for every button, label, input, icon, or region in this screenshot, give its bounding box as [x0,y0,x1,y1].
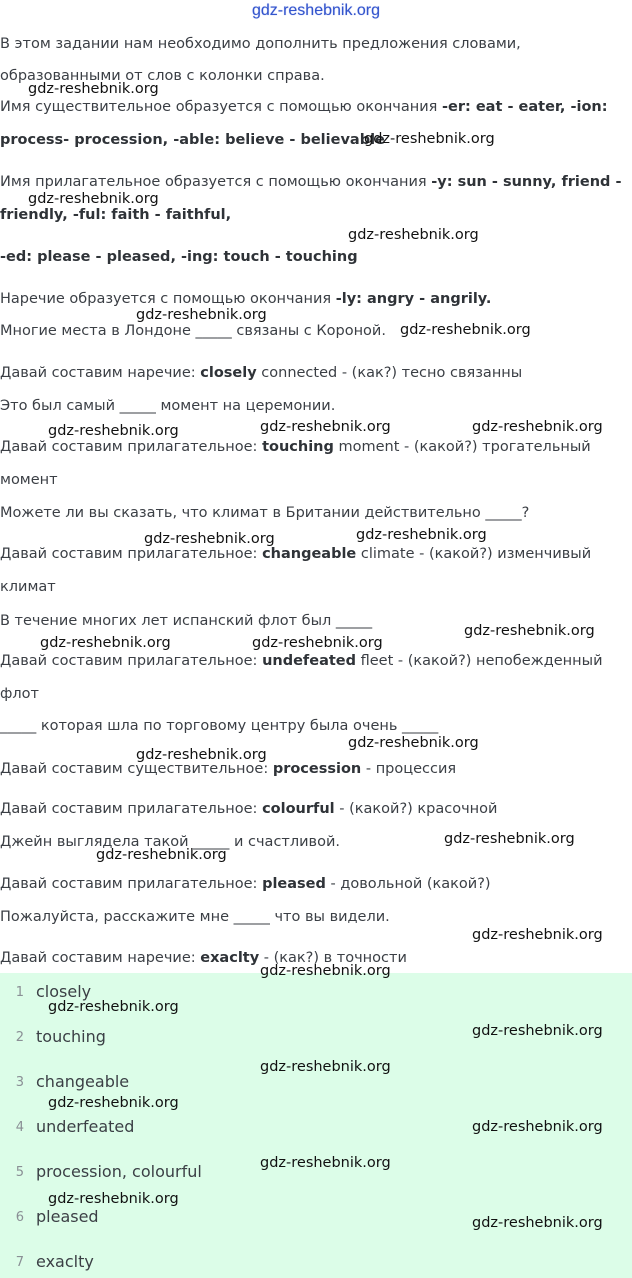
text-span: Давай составим прилагательное: [0,653,263,669]
watermark-text: gdz-reshebnik.org [48,423,179,439]
solution-paragraph [0,172,630,192]
text-span: момент [0,472,58,488]
watermark-text: gdz-reshebnik.org [464,623,595,639]
solution-paragraph [0,651,630,671]
text-span: образованными от слов с колонки справа. [0,68,325,84]
text-span: Давай составим прилагательное: [0,439,263,455]
watermark-text: gdz-reshebnik.org [96,847,227,863]
text-span: _____ которая шла по торговому центру была очень _____ [0,718,439,734]
watermark-text: gdz-reshebnik.org [472,927,603,943]
answer-word: closely [36,982,92,1001]
text-span: Имя существительное образуется с помощью окончания [0,99,442,115]
answer-number: 3 [15,1075,24,1090]
solution-paragraph [0,799,630,819]
watermark-text: gdz-reshebnik.org [28,81,159,97]
watermark-text: gdz-reshebnik.org [48,1095,179,1111]
solution-paragraph [0,577,630,597]
solution-paragraph [0,97,630,117]
bold-term: touching [262,439,334,455]
watermark-text: gdz-reshebnik.org [472,1119,603,1135]
bold-term: exaclty [200,950,260,966]
text-span: moment - (какой?) трогательный [333,439,591,455]
watermark-text: gdz-reshebnik.org [472,1215,603,1231]
bold-term: -ly: angry - angrily. [335,291,492,307]
solution-paragraph [0,396,630,416]
text-span: - (какой?) красочной [334,801,498,817]
solution-paragraph [0,684,630,704]
site-header-link[interactable]: gdz-reshebnik.org [251,2,381,19]
answer-number: 2 [15,1030,24,1045]
answer-number: 7 [15,1255,24,1270]
watermark-text: gdz-reshebnik.org [260,963,391,979]
bold-term: -y: sun - sunny, friend - [431,174,622,190]
answer-word: underfeated [36,1117,135,1136]
watermark-text: gdz-reshebnik.org [260,1059,391,1075]
answer-word: changeable [36,1072,130,1091]
answer-number: 4 [15,1120,24,1135]
bold-term: closely [200,365,257,381]
text-span: Давай составим прилагательное: [0,801,263,817]
watermark-text: gdz-reshebnik.org [472,1023,603,1039]
text-span: connected - (как?) тесно связанны [256,365,523,381]
watermark-text: gdz-reshebnik.org [260,419,391,435]
text-span: Пожалуйста, расскажите мне _____ что вы видели. [0,909,390,925]
text-span: climate - (какой?) изменчивый [356,546,592,562]
solution-paragraph [0,205,630,225]
watermark-text: gdz-reshebnik.org [48,1191,179,1207]
text-span: Давай составим наречие: [0,950,201,966]
watermark-text: gdz-reshebnik.org [400,322,531,338]
answer-word: exaclty [36,1252,94,1271]
solution-paragraph [0,247,630,267]
text-span: Давай составим прилагательное: [0,546,263,562]
text-span: - довольной (какой?) [325,876,491,892]
watermark-text: gdz-reshebnik.org [48,999,179,1015]
solution-paragraph [0,716,630,736]
solution-paragraph [0,503,630,523]
solution-paragraph [0,759,630,779]
watermark-text: gdz-reshebnik.org [40,635,171,651]
text-span: Наречие образуется с помощью окончания [0,291,336,307]
text-span: Джейн выглядела такой _____ и счастливой. [0,834,341,850]
solution-paragraph [0,363,630,383]
watermark-text: gdz-reshebnik.org [364,131,495,147]
bold-term: process- procession, -able: believe - believable [0,132,385,148]
watermark-text: gdz-reshebnik.org [136,747,267,763]
text-span: Можете ли вы сказать, что климат в Британии действительно _____? [0,505,530,521]
answer-number: 1 [15,985,24,1000]
bold-term: colourful [262,801,335,817]
watermark-text: gdz-reshebnik.org [356,527,487,543]
answer-word: pleased [36,1207,99,1226]
text-span: климат [0,579,56,595]
watermark-text: gdz-reshebnik.org [260,1155,391,1171]
watermark-text: gdz-reshebnik.org [444,831,575,847]
text-span: fleet - (какой?) непобежденный [356,653,603,669]
bold-term: changeable [262,546,357,562]
solution-paragraph [0,907,630,927]
solution-paragraph [0,470,630,490]
bold-term: friendly, -ful: faith - faithful, [0,207,232,223]
watermark-text: gdz-reshebnik.org [348,735,479,751]
watermark-text: gdz-reshebnik.org [472,419,603,435]
text-span: Это был самый _____ момент на церемонии. [0,398,336,414]
solution-paragraph [0,437,630,457]
solution-paragraph [0,321,630,341]
solution-paragraph [0,544,630,564]
watermark-text: gdz-reshebnik.org [144,531,275,547]
text-span: Давай составим наречие: [0,365,201,381]
text-span: В течение многих лет испанский флот был _____ [0,613,373,629]
text-span: Многие места в Лондоне _____ связаны с Короной. [0,323,386,339]
watermark-text: gdz-reshebnik.org [252,635,383,651]
text-span: Давай составим существительное: [0,761,273,777]
answer-word: procession, colourful [36,1162,202,1181]
answer-number: 5 [15,1165,24,1180]
watermark-text: gdz-reshebnik.org [28,191,159,207]
text-span: флот [0,686,39,702]
answer-number: 6 [15,1210,24,1225]
text-span: - процессия [361,761,457,777]
answer-word: touching [36,1027,106,1046]
answer-item [0,1072,632,1094]
solution-paragraph [0,289,630,309]
text-span: - (как?) в точности [259,950,407,966]
answer-item [0,1252,632,1274]
watermark-text: gdz-reshebnik.org [348,227,479,243]
bold-term: -ed: please - pleased, -ing: touch - touching [0,249,358,265]
text-span: Имя прилагательное образуется с помощью окончания [0,174,432,190]
watermark-text: gdz-reshebnik.org [136,307,267,323]
solution-paragraph [0,34,630,54]
bold-term: pleased [262,876,326,892]
bold-term: -er: eat - eater, -ion: [442,99,608,115]
text-span: В этом задании нам необходимо дополнить предложения словами, [0,36,521,52]
solution-paragraph [0,130,630,150]
solution-paragraph [0,874,630,894]
text-span: Давай составим прилагательное: [0,876,263,892]
bold-term: procession [272,761,362,777]
bold-term: undefeated [262,653,356,669]
